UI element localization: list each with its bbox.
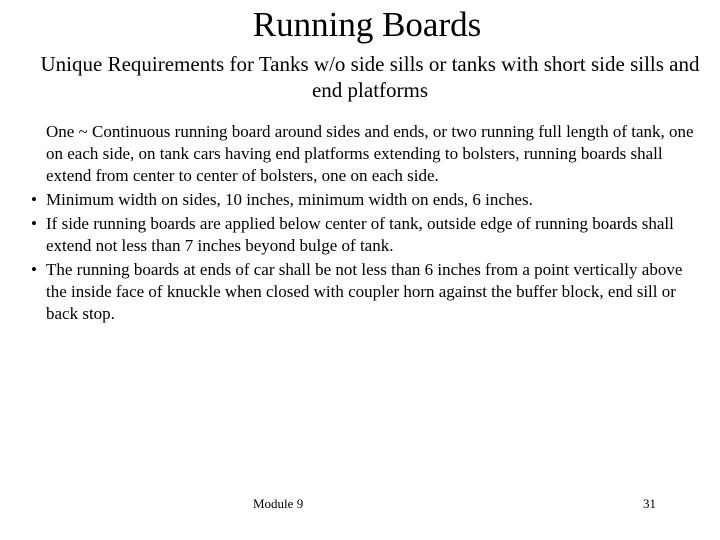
slide-subtitle: Unique Requirements for Tanks w/o side sills or tanks with short side sills and end platforms — [40, 52, 700, 102]
footer-module-label: Module 9 — [253, 496, 304, 511]
bullet-text: One ~ Continuous running board around sides and ends, or two running full length of tank, one on each side, on tank cars having end platforms extending to bolsters, running boards shall extend from center to center of bolsters, one on each side. — [46, 122, 694, 185]
bullet-item — [24, 259, 696, 325]
bullet-marker: • — [31, 214, 37, 233]
slide-title: Running Boards — [252, 5, 482, 44]
bullet-marker: • — [31, 190, 37, 209]
bullet-text: Minimum width on sides, 10 inches, minimum width on ends, 6 inches. — [46, 190, 533, 209]
bullet-text: The running boards at ends of car shall be not less than 6 inches from a point vertically above the inside face of knuckle when closed with coupler horn against the buffer block, end sill or back stop. — [46, 260, 683, 323]
page-number: 31 — [643, 496, 656, 511]
bullet-marker: • — [31, 260, 37, 279]
bullet-text: If side running boards are applied below center of tank, outside edge of running boards shall extend not less than 7 inches beyond bulge of tank. — [46, 214, 674, 255]
bullet-item — [24, 213, 696, 257]
bullet-item — [24, 189, 696, 211]
bullet-list — [24, 121, 696, 327]
bullet-item — [24, 121, 696, 187]
